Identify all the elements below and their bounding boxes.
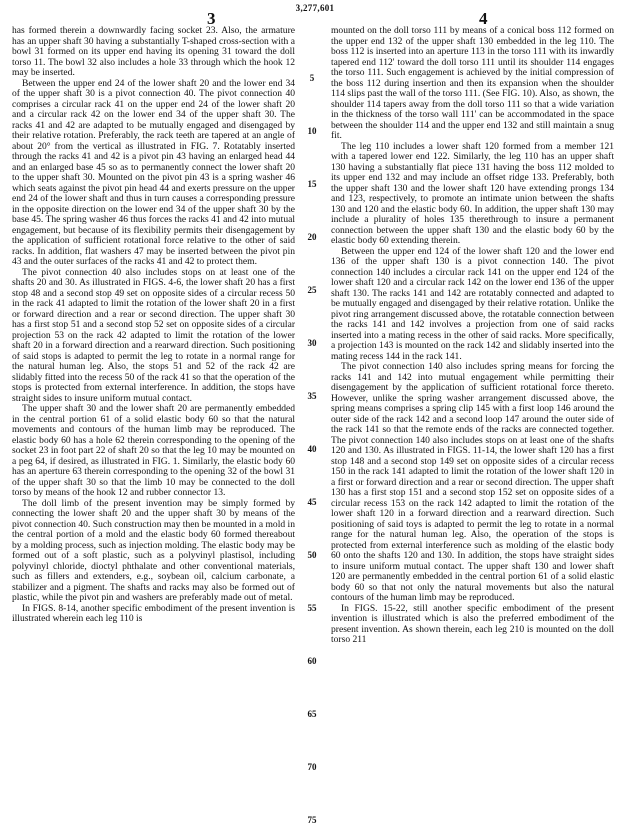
paragraph: Between the upper end 124 of the lower shaft 120 and the lower end 136 of the upper shaft 130 is a pivot connection 140. The pivot connection 140 includes a circular rack 141 on the upper end 124 of the lower shaft 120 and a circular rack 142 on the lower end 136 of the upper shaft 130. The racks 141 and 142 are rotatably connected and adapted to be mutually engaged and disengaged by their relative rotation. Unlike the pivot ring arrangement discussed above, the rotatable connection between the racks 141 and 142 involves a projection from one of said racks inserted into a mating recess in the other of said racks. More specifically, a projection 143 is mounted on the rack 142 and slidably inserted into the mating recess 144 in the rack 141. — [331, 245, 614, 362]
paragraph: The pivot connection 40 also includes stops on at least one of the shafts 20 and 30. As illustrated in FIGS. 4-6, the lower shaft 20 has a first stop 48 and a second stop 49 set on opposite sides of a circular recess 50 in the rack 41 adapted to limit the rotation of the lower shaft 20 in a first or forward direction and a rear or second direction. The upper shaft 30 has a first stop 51 and a second stop 52 set on opposite sides of a circular projection 53 on the rack 42 adapted to limit the rotation of the lower shaft 20 in a forward direction and a rearward direction. Such positioning of said stops is adapted to permit the leg to rotate in a normal range for the natural human leg. Also, the stops 51 and 52 of the rack 42 are slidably fitted into the recess 50 of the rack 41 so that the operation of the stops is protected from external interference. In addition, the stops have straight sides to insure uniform mutual contact. — [12, 266, 295, 404]
paragraph: Between the upper end 24 of the lower shaft 20 and the lower end 34 of the upper shaft 30 is a pivot connection 40. The pivot connection 40 comprises a circular rack 41 on the upper end 24 of the lower shaft 20 and a circular rack 42 on the lower end 34 of the upper shaft 30. The racks 41 and 42 are adapted to be mutually engaged and disengaged by their relative rotation. Preferably, the rack teeth are tapered at an angle of about 20° from the vertical as illustrated in FIG. 7. Rotatably inserted through the racks 41 and 42 is a pivot pin 43 having an enlarged head 44 and an enlarged base 45 so as to permanently connect the lower shaft 20 to the upper shaft 30. Mounted on the pivot pin 43 is a spring washer 46 which seats against the pivot pin head 44 and exerts pressure on the upper end 24 of the lower shaft and thus in turn causes a corresponding pressure in the opposite direction on the lower end 34 of the upper shaft 30 by the base 45. The spring washer 46 thus forces the racks 41 and 42 into mutual engagement, but because of its flexibility permits their disengagement by the application of sufficient rotational force relative to the other of said racks. In addition, flat washers 47 may be inserted between the pivot pin 43 and the outer surfaces of the racks 41 and 42 to protect them. — [12, 77, 295, 267]
paragraph: In FIGS. 8-14, another specific embodiment of the present invention is illustrated wherein each leg 110 is — [12, 602, 295, 624]
paragraph: has formed therein a downwardly facing socket 23. Also, the armature has an upper shaft 30 having a substantially T-shaped cross-section with a bowl 31 formed on its upper end having its opening 31 toward the doll torso 11. The bowl 32 also includes a hole 33 through which the hook 12 may be inserted. — [12, 26, 295, 78]
line-number: 30 — [307, 338, 317, 348]
line-number: 70 — [307, 762, 317, 772]
line-number: 50 — [307, 550, 317, 560]
line-number-gutter — [301, 26, 323, 825]
line-number: 10 — [307, 126, 317, 136]
paragraph: mounted on the doll torso 111 by means of a conical boss 112 formed on the upper end 132 of the upper shaft 130 embedded in the leg 110. The boss 112 is inserted into an aperture 113 in the torso 111 with its inwardly tapered end 112' toward the doll torso 111 until its shoulder 114 engages the torso 111. Such engagement is achieved by the initial compression of the boss 112 during insertion and then its expansion when the shoulder 114 slips past the wall of the torso 111. (See FIG. 10). Also, as shown, the shoulder 114 tapers away from the doll torso 111 so that a wide variation in the thickness of the torso wall 111' can be accommodated in the space between the shoulder 114 and the upper end 132 and still maintain a snug fit. — [331, 26, 614, 141]
patent-number: 3,277,601 — [295, 3, 335, 13]
line-number: 40 — [307, 444, 317, 454]
line-number: 20 — [307, 232, 317, 242]
line-number: 75 — [307, 815, 317, 825]
line-number: 45 — [307, 497, 317, 507]
paragraph: The upper shaft 30 and the lower shaft 20 are permanently embedded in the central portion 61 of a solid elastic body 60 so that the natural movements and contours of the human limb may be reproduced. The elastic body 60 has a hole 62 therein corresponding to the opening of the socket 23 in foot part 22 of shaft 20 so that the leg 10 may be mounted on a peg 64, if desired, as illustrated in FIG. 1. Similarly, the elastic body 60 has an aperture 63 therein corresponding to the opening 32 of the bowl 31 of the upper shaft 30 so that the limb 10 may be connected to the doll torso by means of the hook 12 and rubber connector 13. — [12, 403, 295, 498]
right-column-number: 4 — [479, 9, 488, 28]
line-number: 15 — [307, 179, 317, 189]
line-number: 55 — [307, 603, 317, 613]
line-number: 25 — [307, 285, 317, 295]
right-text-column — [331, 26, 614, 821]
line-number: 60 — [307, 656, 317, 666]
line-number: 35 — [307, 391, 317, 401]
paragraph: The leg 110 includes a lower shaft 120 formed from a member 121 with a tapered lower end 122. Similarly, the leg 110 has an upper shaft 130 having a substantially flat piece 131 having the boss 112 molded to its upper end 132 and may include an offset ridge 133. Preferably, both the upper shaft 130 and the lower shaft 120 have extending prongs 134 and 123, respectively, to promote an intimate union between the shafts 130 and 120 and the elastic body 60. In addition, the upper shaft 130 may include a plurality of holes 135 therethrough to insure a permanent connection between the upper shaft 130 and the elastic body 60 by the elastic body 60 extending therein. — [331, 140, 614, 246]
paragraph: The pivot connection 140 also includes spring means for forcing the racks 141 and 142 into mutual engagement while permitting their disengagement by the application of sufficient rotational force thereto. However, unlike the spring washer arrangement discussed above, the spring means comprises a spring clip 145 with a first loop 146 around the outer side of the rack 142 and a second loop 147 around the outer side of the rack 141 so that the remote ends of the racks are connected together. The pivot connection 140 also includes stops on at least one of the shafts 120 and 130. As illustrated in FIGS. 11-14, the lower shaft 120 has a first stop 148 and a second stop 149 set on opposite sides of a circular recess 150 in the rack 141 adapted to limit the rotation of the lower shaft 120 in a first or forward direction and a rear or second direction. The upper shaft 130 has a first stop 151 and a second stop 152 set on opposite sides of a circular recess 153 on the rack 142 adapted to limit the rotation of the lower shaft 120 in a forward direction and a rearward direction. Such positioning of said toys is adapted to permit the leg to rotate in a normal range for the natural human leg. Also, the operation of the stops is protected from external interference such as molding of the elastic body 60 onto the shafts 120 and 130. In addition, the stops have straight sides to insure uniform mutual contact. The upper shaft 130 and lower shaft 120 are permanently embedded in the central portion 61 of a solid elastic body 60 so that not only the natural movements but also the natural contours of the human limb may be reproduced. — [331, 361, 614, 603]
paragraph: In FIGS. 15-22, still another specific embodiment of the present invention is illustrated which is also the preferred embodiment of the present invention. As shown therein, each leg 210 is mounted on the doll torso 211 — [331, 602, 614, 645]
line-number: 5 — [309, 73, 315, 83]
line-number: 65 — [307, 709, 317, 719]
left-column-number: 3 — [207, 9, 216, 28]
left-text-column — [12, 26, 295, 821]
paragraph: The doll limb of the present invention may be simply formed by connecting the lower shaft 20 and the upper shaft 30 by means of the pivot connection 40. Such construction may then be mounted in a mold in the central portion of a mold and the elastic body 60 formed thereabout by a molding process, such as injection molding. The elastic body may be formed out of a soft plastic, such as a polyvinyl plastisol, including polyvinyl chloride, dioctyl phthalate and other conventional materials, such as fillers and extenders, e.g., soybean oil, calcium carbonate, a stabilizer and a pigment. The shafts and racks may also be formed out of plastic, while the pivot pin and washers are preferably made out of metal. — [12, 497, 295, 603]
